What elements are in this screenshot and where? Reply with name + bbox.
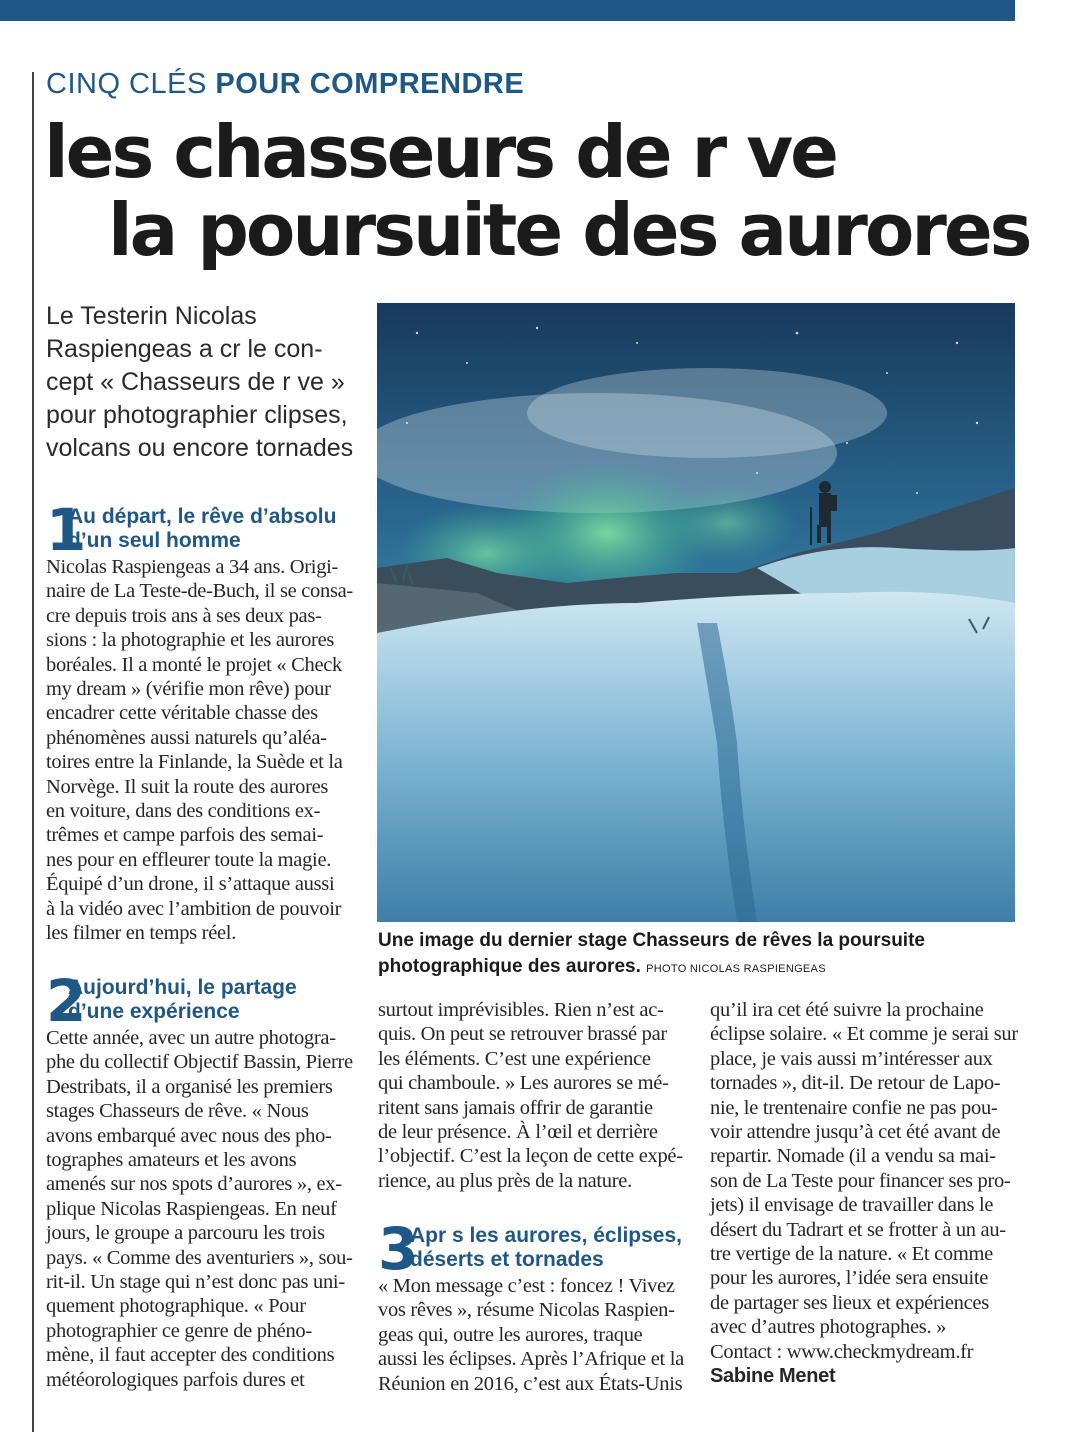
intro-line: volcans ou encore tornades [46, 434, 354, 462]
caption-line-2 [378, 954, 1018, 982]
body-line: boréales. Il a monté le projet « Check [46, 653, 342, 676]
body-line: éclipse solaire. « Et comme je serai sur [710, 1023, 1018, 1046]
body-line: rit-il. Un stage qui n’est donc pas uni- [46, 1271, 345, 1294]
body-line: les filmer en temps réel. [46, 922, 237, 945]
body-line: encadrer cette véritable chasse des [46, 702, 318, 725]
body-line: surtout imprévisibles. Rien n’est ac- [378, 999, 664, 1021]
body-line: place, je vais aussi m’intéresser aux [710, 1047, 993, 1070]
body-line: tre vertige de la nature. « Et comme [710, 1243, 993, 1266]
section-1-title-line: d’un seul homme [68, 529, 241, 552]
body-line: cre depuis trois ans à ses deux pas- [46, 604, 322, 627]
body-line: avec d’autres photographes. » [710, 1316, 947, 1339]
body-line: stages Chasseurs de rêve. « Nous [46, 1100, 309, 1123]
column-2-body [378, 998, 683, 1193]
body-line: trêmes et campe parfois des semai- [46, 824, 324, 847]
aurora-photo-illustration [377, 303, 1015, 922]
body-line: amenés sur nos spots d’aurores », ex- [46, 1173, 342, 1196]
section-2-body [46, 1026, 366, 1392]
body-line: en voiture, dans des conditions ex- [46, 800, 321, 823]
column-3-body [710, 998, 1018, 1389]
body-line: pays. « Comme des aventuriers », sou- [46, 1246, 353, 1269]
caption-text: photographique des aurores. [378, 956, 641, 977]
left-column-rule [32, 72, 34, 1432]
body-line: Norvège. Il suit la route des aurores [46, 775, 329, 798]
section-1-body [46, 555, 366, 946]
section-3-title [410, 1224, 682, 1272]
section-2 [46, 967, 366, 1392]
photo-credit: PHOTO NICOLAS RASPIENGEAS [646, 963, 826, 975]
headline-line-2: la poursuite des aurores [108, 188, 1030, 272]
body-line: sions : la photographie et les aurores [46, 629, 335, 652]
body-line: geas qui, outre les aurores, traque [378, 1323, 643, 1346]
section-3-number: 3 [378, 1215, 419, 1283]
body-line: Destribats, il a organisé les premiers [46, 1075, 333, 1098]
section-1-number: 1 [46, 496, 87, 564]
intro-line: Le Testerin Nicolas [46, 302, 257, 330]
body-line: qu’il ira cet été suivre la prochaine [710, 999, 984, 1021]
intro-text [46, 300, 366, 465]
body-line: pour les aurores, l’idée sera ensuite [710, 1267, 989, 1290]
body-line: qui chamboule. » Les aurores se mé- [378, 1072, 669, 1095]
body-line: vos rêves », résume Nicolas Raspien- [378, 1299, 675, 1322]
section-1-heading [46, 496, 366, 564]
body-line: avons embarqué avec nous des pho- [46, 1124, 332, 1147]
body-line: ritent sans jamais offrir de garantie [378, 1096, 653, 1119]
top-color-bar [0, 0, 1015, 21]
body-line: aussi les éclipses. Après l’Afrique et la [378, 1348, 684, 1371]
section-1 [46, 496, 366, 946]
body-line: « Mon message c’est : foncez ! Vivez [378, 1275, 675, 1297]
contact-line: Contact : www.checkmydream.fr [710, 1340, 974, 1363]
kicker-bold: POUR COMPRENDRE [215, 68, 525, 100]
body-line: phe du collectif Objectif Bassin, Pierre [46, 1051, 353, 1074]
column-2 [378, 998, 683, 1193]
section-2-title [68, 976, 297, 1024]
body-line: jours, le groupe a parcouru les trois [46, 1222, 325, 1245]
body-line: toires entre la Finlande, la Suède et la [46, 751, 343, 774]
body-line: à la vidéo avec l’ambition de pouvoir [46, 897, 342, 920]
body-line: tographes amateurs et les avons [46, 1149, 297, 1172]
body-line: my dream » (vérifie mon rêve) pour [46, 678, 331, 701]
author-byline: Sabine Menet [710, 1365, 836, 1388]
body-line: phénomènes aussi naturels qu’aléa- [46, 726, 327, 749]
body-line: nie, le trentenaire confie ne pas pou- [710, 1096, 998, 1119]
body-line: rience, au plus près de la nature. [378, 1169, 632, 1192]
intro-line: cept « Chasseurs de r ve » [46, 368, 345, 396]
body-line: plique Nicolas Raspiengeas. En neuf [46, 1197, 337, 1220]
caption-line: Une image du dernier stage Chasseurs de rêves la poursuite [378, 930, 925, 951]
body-line: naire de La Teste-de-Buch, il se consa- [46, 580, 353, 603]
section-3 [378, 1215, 688, 1396]
body-line: mène, il faut accepter des conditions [46, 1344, 335, 1367]
headline-line-1: les chasseurs de r ve [44, 110, 836, 194]
body-line: désert du Tadrart et se frotter à un au- [710, 1218, 1006, 1241]
photo-caption [378, 928, 1018, 982]
body-line: Équipé d’un drone, il s’attaque aussi [46, 873, 335, 896]
body-line: voir attendre jusqu’à cet été avant de [710, 1121, 1001, 1144]
intro-line: Raspiengeas a cr le con- [46, 335, 323, 363]
body-line: Réunion en 2016, c’est aux États-Unis [378, 1372, 683, 1395]
kicker-light: CINQ CLÉS [46, 68, 207, 100]
kicker [46, 68, 524, 101]
body-line: repartir. Nomade (il a vendu sa mai- [710, 1145, 996, 1168]
section-1-title [68, 505, 336, 553]
aurora-photo [377, 303, 1015, 922]
body-line: quis. On peut se retrouver brassé par [378, 1023, 667, 1046]
body-line: les éléments. C’est une expérience [378, 1047, 651, 1070]
body-line: Nicolas Raspiengeas a 34 ans. Origi- [46, 556, 339, 578]
section-2-title-line: d’une expérience [68, 1000, 240, 1023]
section-1-title-line: Au départ, le rêve d’absolu [68, 505, 337, 528]
body-line: l’objectif. C’est la leçon de cette expé- [378, 1145, 683, 1168]
body-line: quement photographique. « Pour [46, 1295, 306, 1318]
body-line: son de La Teste pour financer ses pro- [710, 1169, 1011, 1192]
intro-line: pour photographier clipses, [46, 401, 348, 429]
section-2-heading [46, 967, 366, 1035]
body-line: tornades », dit-il. De retour de Lapo- [710, 1072, 1001, 1095]
column-3 [710, 998, 1018, 1389]
body-line: de leur présence. À l’œil et derrière [378, 1121, 658, 1144]
section-2-title-line: Aujourd’hui, le partage [68, 976, 297, 999]
body-line: nes pour en effleurer toute la magie. [46, 848, 332, 871]
body-line: jets) il envisage de travailler dans le [710, 1194, 994, 1217]
body-line: de partager ses lieux et expériences [710, 1291, 989, 1314]
section-3-title-line: déserts et tornades [410, 1248, 604, 1271]
section-2-number: 2 [46, 967, 87, 1035]
body-line: photographier ce genre de phéno- [46, 1319, 312, 1342]
section-3-heading [378, 1215, 688, 1283]
body-line: météorologiques parfois dures et [46, 1368, 305, 1391]
section-3-body [378, 1274, 688, 1396]
section-3-title-line: Apr s les aurores, éclipses, [410, 1224, 682, 1247]
body-line: Cette année, avec un autre photogra- [46, 1027, 336, 1049]
